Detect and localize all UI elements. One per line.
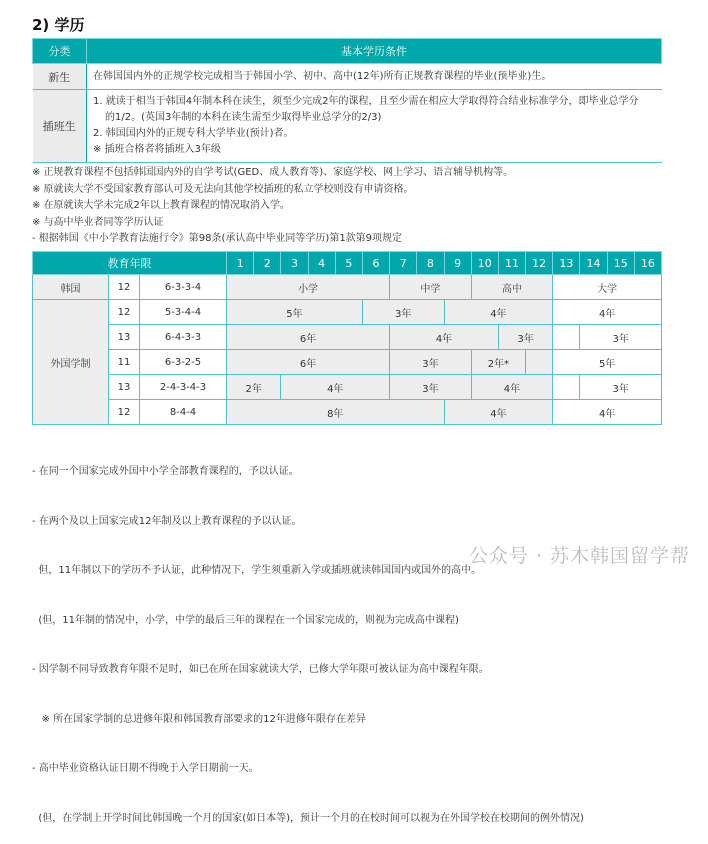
table-row bbox=[33, 300, 662, 325]
stage-segment: 3年 bbox=[390, 350, 472, 375]
stage-segment: 4年 bbox=[444, 400, 553, 425]
year-header: 8 bbox=[417, 252, 444, 275]
year-header: 15 bbox=[607, 252, 634, 275]
stage-segment: 3年 bbox=[498, 325, 552, 350]
total-years: 12 bbox=[109, 400, 140, 425]
foreign-label: 外国学制 bbox=[33, 300, 109, 425]
education-years-table bbox=[32, 251, 662, 425]
note: - 因学制不同导致教育年限不足时，如已在所在国家就读大学，已修大学年限可被认证为高中课程年限。 bbox=[32, 664, 489, 675]
stage-segment: 2年* bbox=[471, 350, 525, 375]
new-student-label: 新生 bbox=[33, 64, 87, 90]
transfer-line: 的1/2。(英国3年制的本科在读生需至少取得毕业总学分的2/3) bbox=[105, 112, 382, 123]
total-years: 12 bbox=[109, 275, 140, 300]
note: (但，在学制上开学时间比韩国晚一个月的国家(如日本等)，预计一个月的在校时间可以视为在外国学校在校期间的例外情况) bbox=[32, 812, 584, 824]
year-header: 11 bbox=[498, 252, 525, 275]
table-row bbox=[33, 275, 662, 300]
system: 6-3-3-4 bbox=[140, 275, 227, 300]
year-header: 5 bbox=[335, 252, 362, 275]
stage-segment bbox=[526, 350, 553, 375]
note: ※ 原就读大学不受国家教育部认可及无法向其他学校插班的私立学校则没有申请资格。 bbox=[32, 183, 414, 195]
note: ※ 在原就读大学未完成2年以上教育课程的情况取消入学。 bbox=[32, 200, 290, 211]
system: 8-4-4 bbox=[140, 400, 227, 425]
transfer-line: 1. 就读于相当于韩国4年制本科在读生，须至少完成2年的课程，且至少需在相应大学取得符合结业标准学分，即毕业总学分 bbox=[93, 96, 639, 107]
note: (但，11年制的情况中，小学，中学的最后三年的课程在一个国家完成的，则视为完成高中课程) bbox=[32, 614, 459, 626]
total-years: 13 bbox=[109, 375, 140, 400]
stage-segment: 大学 bbox=[553, 275, 662, 300]
stage-segment: 3年 bbox=[362, 300, 444, 325]
transfer-line: 2. 韩国国内外的正规专科大学毕业(预计)者。 bbox=[93, 128, 294, 139]
stage-segment: 4年 bbox=[553, 400, 662, 425]
year-header: 7 bbox=[390, 252, 417, 275]
education-requirements-table bbox=[32, 38, 662, 163]
header-education-years: 教育年限 bbox=[33, 252, 227, 275]
stage-segment: 4年 bbox=[471, 375, 553, 400]
year-header: 2 bbox=[254, 252, 281, 275]
stage-segment: 2年 bbox=[227, 375, 281, 400]
table-row bbox=[33, 400, 662, 425]
note: 但，11年制以下的学历不予认证，此种情况下，学生须重新入学或插班就读韩国国内或国外的高中。 bbox=[32, 565, 482, 576]
stage-segment: 5年 bbox=[553, 350, 662, 375]
header-category: 分类 bbox=[33, 39, 87, 64]
stage-segment bbox=[553, 375, 580, 400]
total-years: 13 bbox=[109, 325, 140, 350]
system: 5-3-4-4 bbox=[140, 300, 227, 325]
header-conditions: 基本学历条件 bbox=[87, 39, 662, 64]
notes-block-1 bbox=[32, 165, 513, 248]
system: 6-3-2-5 bbox=[140, 350, 227, 375]
note: ※ 所在国家学制的总进修年限和韩国教育部要求的12年进修年限存在差异 bbox=[32, 713, 366, 725]
year-header: 10 bbox=[471, 252, 498, 275]
stage-segment: 3年 bbox=[390, 375, 472, 400]
year-header: 4 bbox=[308, 252, 335, 275]
total-years: 12 bbox=[109, 300, 140, 325]
system: 2-4-3-4-3 bbox=[140, 375, 227, 400]
table-row bbox=[33, 325, 662, 350]
stage-segment: 4年 bbox=[390, 325, 499, 350]
stage-segment: 4年 bbox=[281, 375, 390, 400]
year-header: 9 bbox=[444, 252, 471, 275]
year-header: 6 bbox=[362, 252, 389, 275]
total-years: 11 bbox=[109, 350, 140, 375]
year-header: 13 bbox=[553, 252, 580, 275]
stage-segment: 中学 bbox=[390, 275, 472, 300]
note: ※ 与高中毕业者同等学历认证 bbox=[32, 216, 164, 228]
transfer-student-label: 插班生 bbox=[33, 90, 87, 163]
stage-segment: 5年 bbox=[227, 300, 363, 325]
year-header: 14 bbox=[580, 252, 607, 275]
system: 6-4-3-3 bbox=[140, 325, 227, 350]
stage-segment: 3年 bbox=[580, 375, 662, 400]
stage-segment bbox=[553, 325, 580, 350]
stage-segment: 8年 bbox=[227, 400, 445, 425]
year-header: 1 bbox=[227, 252, 254, 275]
stage-segment: 高中 bbox=[471, 275, 553, 300]
note: - 高中毕业资格认证日期不得晚于入学日期前一天。 bbox=[32, 763, 259, 774]
year-header: 3 bbox=[281, 252, 308, 275]
stage-segment: 6年 bbox=[227, 325, 390, 350]
korea-label: 韩国 bbox=[33, 275, 109, 300]
year-header: 16 bbox=[634, 252, 661, 275]
transfer-line: ※ 插班合格者将插班入3年级 bbox=[93, 144, 221, 155]
new-student-text: 在韩国国内外的正规学校完成相当于韩国小学、初中、高中(12年)所有正规教育课程的毕业(预毕业)生。 bbox=[87, 64, 662, 90]
stage-segment: 3年 bbox=[580, 325, 662, 350]
table-row bbox=[33, 375, 662, 400]
stage-segment: 小学 bbox=[227, 275, 390, 300]
note: ※ 正规教育课程不包括韩国国内外的自学考试(GED、成人教育等)、家庭学校、网上学习、语言辅导机构等。 bbox=[32, 167, 514, 178]
stage-segment: 6年 bbox=[227, 350, 390, 375]
year-header: 12 bbox=[526, 252, 553, 275]
note: - 在两个及以上国家完成12年制及以上教育课程的予以认证。 bbox=[32, 515, 302, 527]
note: - 在同一个国家完成外国中小学全部教育课程的，予以认证。 bbox=[32, 466, 299, 477]
section-title: 2) 学历 bbox=[32, 16, 85, 34]
stage-segment: 4年 bbox=[553, 300, 662, 325]
table-row bbox=[33, 350, 662, 375]
watermark: 公众号 · 苏木韩国留学帮 bbox=[468, 545, 690, 567]
note: - 根据韩国《中小学教育法施行令》第98条(承认高中毕业同等学历)第1款第9项规定 bbox=[32, 233, 403, 244]
notes-block-2 bbox=[32, 431, 584, 844]
stage-segment: 4年 bbox=[444, 300, 553, 325]
